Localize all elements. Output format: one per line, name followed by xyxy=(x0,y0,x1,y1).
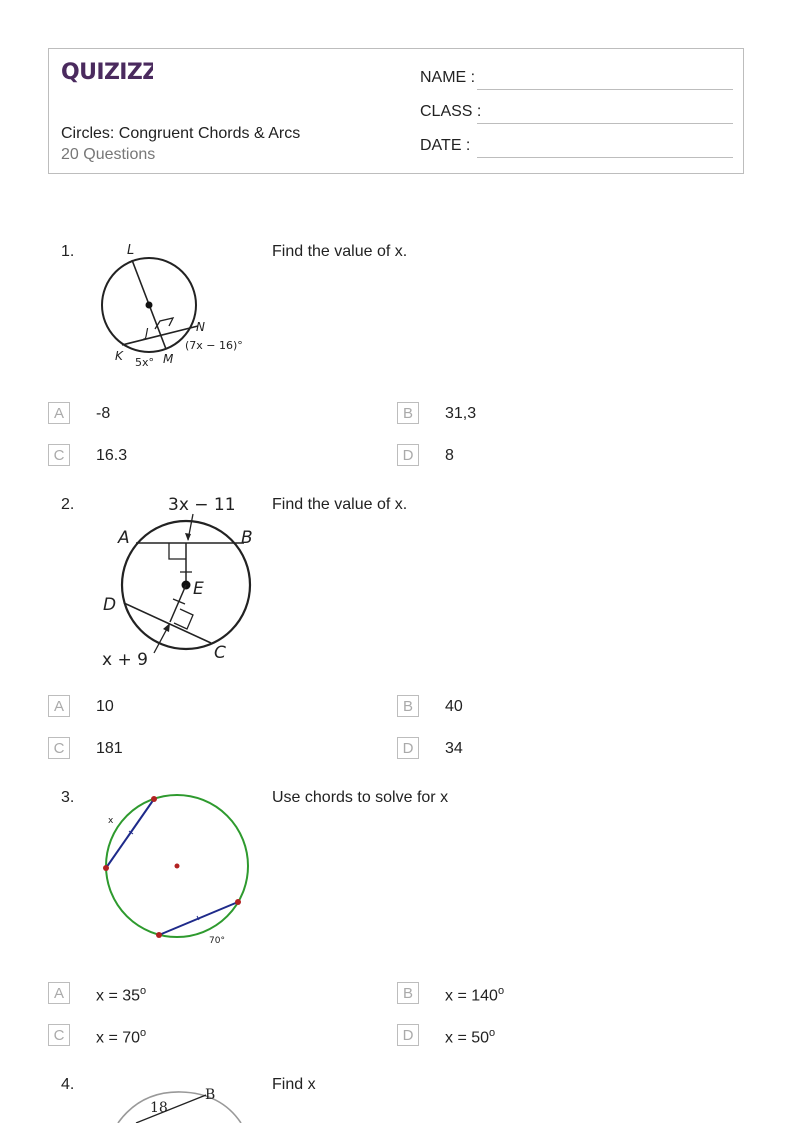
question-text: Find the value of x. xyxy=(272,496,408,513)
svg-text:L: L xyxy=(127,243,135,258)
worksheet-header xyxy=(48,48,744,174)
option-text[interactable]: 34 xyxy=(445,740,463,757)
class-line[interactable] xyxy=(477,123,733,124)
option-text[interactable]: $x = 70^o$ xyxy=(96,1027,147,1047)
svg-text:A: A xyxy=(118,528,130,548)
option-letter-b[interactable]: B xyxy=(397,982,419,1004)
svg-text:x + 9: x + 9 xyxy=(102,650,148,670)
name-label: NAME : xyxy=(420,69,476,86)
option-text[interactable]: 31,3 xyxy=(445,405,477,422)
option-text[interactable]: $x = 50^o$ xyxy=(445,1027,496,1047)
option-letter-b[interactable]: B xyxy=(397,695,419,717)
svg-text:C: C xyxy=(214,643,226,663)
name-line[interactable] xyxy=(477,89,733,90)
svg-text:D: D xyxy=(103,595,117,615)
option-letter-c[interactable]: C xyxy=(48,737,70,759)
svg-text:M: M xyxy=(163,352,174,366)
class-label: CLASS : xyxy=(420,103,482,120)
question-3-figure xyxy=(96,785,256,957)
question-number: 3. xyxy=(61,789,75,806)
option-letter-a[interactable]: A xyxy=(48,402,70,424)
date-line[interactable] xyxy=(477,157,733,158)
option-letter-c[interactable]: C xyxy=(48,1024,70,1046)
option-text[interactable]: 8 xyxy=(445,447,454,464)
svg-text:3x − 11: 3x − 11 xyxy=(168,495,236,515)
svg-text:K: K xyxy=(115,349,123,363)
svg-text:B: B xyxy=(241,528,253,548)
svg-text:x: x xyxy=(108,816,114,826)
quizizz-logo xyxy=(61,57,153,94)
svg-text:E: E xyxy=(193,579,204,599)
option-text[interactable]: 181 xyxy=(96,740,123,757)
option-letter-b[interactable]: B xyxy=(397,402,419,424)
question-1-figure xyxy=(96,238,261,373)
question-text: Find the value of x. xyxy=(272,243,408,260)
option-text[interactable]: 16.3 xyxy=(96,447,128,464)
svg-text:J: J xyxy=(145,326,149,340)
date-label: DATE : xyxy=(420,137,471,154)
svg-text:70°: 70° xyxy=(209,936,225,946)
question-text: Find x xyxy=(272,1076,316,1093)
option-text[interactable]: $x = 140^o$ xyxy=(445,985,505,1005)
question-text: Use chords to solve for x xyxy=(272,789,449,806)
option-letter-d[interactable]: D xyxy=(397,1024,419,1046)
svg-text:N: N xyxy=(196,320,205,334)
option-letter-d[interactable]: D xyxy=(397,737,419,759)
option-letter-d[interactable]: D xyxy=(397,444,419,466)
option-letter-c[interactable]: C xyxy=(48,444,70,466)
question-number: 4. xyxy=(61,1076,75,1093)
option-text[interactable]: 10 xyxy=(96,698,114,715)
question-count: 20 Questions xyxy=(61,146,156,163)
option-text[interactable]: $x = 35^o$ xyxy=(96,985,147,1005)
question-number: 2. xyxy=(61,496,75,513)
svg-text:18: 18 xyxy=(150,1100,168,1116)
question-2-figure xyxy=(96,488,266,673)
svg-text:B: B xyxy=(205,1087,216,1103)
question-number: 1. xyxy=(61,243,75,260)
question-4-figure xyxy=(96,1083,256,1123)
svg-text:5x°: 5x° xyxy=(135,356,155,369)
option-letter-a[interactable]: A xyxy=(48,695,70,717)
option-text[interactable]: 40 xyxy=(445,698,463,715)
svg-text:(7x − 16)°: (7x − 16)° xyxy=(185,339,243,352)
worksheet-title: Circles: Congruent Chords & Arcs xyxy=(61,125,301,142)
logo-wordmark: QUIZIZZ xyxy=(61,60,153,85)
option-letter-a[interactable]: A xyxy=(48,982,70,1004)
option-text[interactable]: -8 xyxy=(96,405,111,422)
